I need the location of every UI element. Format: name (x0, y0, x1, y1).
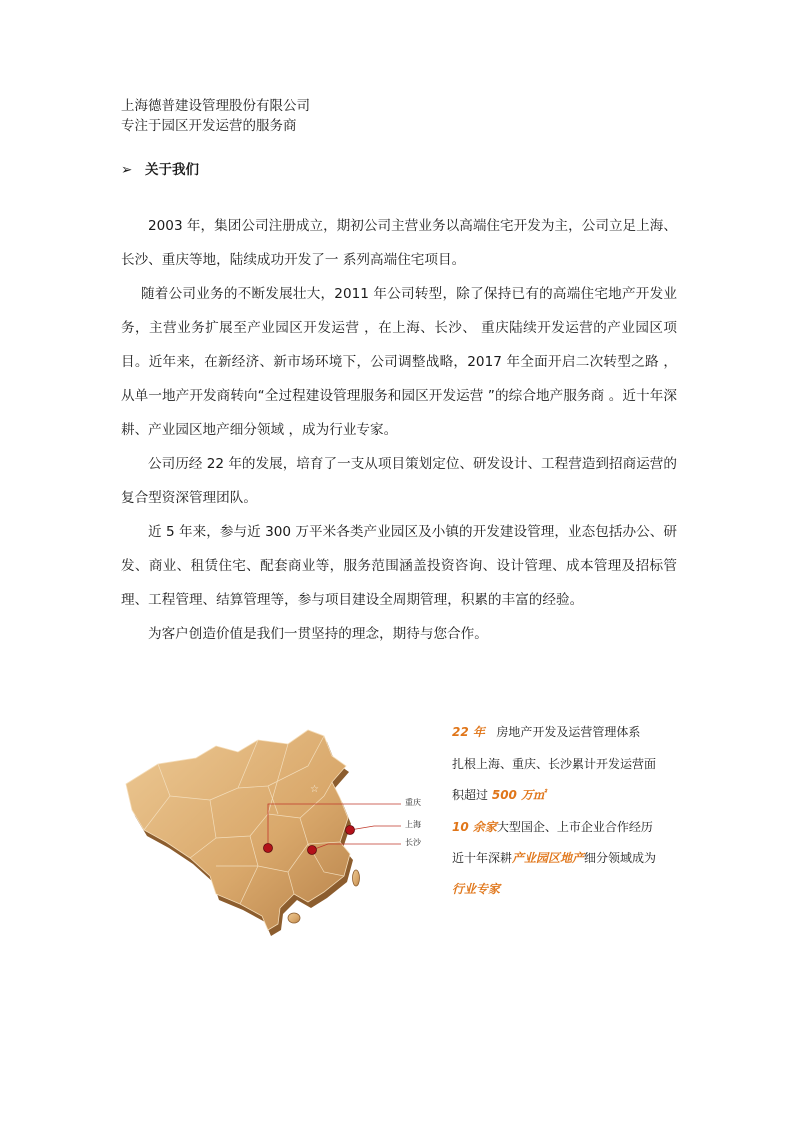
stat-focus-suffix: 细分领域成为 (584, 851, 657, 865)
paragraph-3: 公司历经 22 年的发展，培育了一支从项目策划定位、研发设计、工程营造到招商运营的复合型资深管理团队。 (121, 456, 677, 506)
body-text (121, 209, 677, 277)
stat-line-6 (452, 881, 500, 897)
stat-years-desc: 房地产开发及运营管理体系 (496, 725, 641, 739)
section-heading (121, 160, 199, 180)
body-text-3 (121, 447, 677, 515)
china-map-graphic (118, 726, 438, 936)
city-label-shanghai: 上海 (405, 820, 421, 829)
paragraph-5: 为客户创造价值是我们一贯坚持的理念，期待与您合作。 (148, 626, 488, 642)
company-tagline: 专注于园区开发运营的服务商 (121, 118, 297, 134)
stat-years: 22 年 (452, 725, 485, 739)
stat-line-4 (452, 819, 653, 835)
stat-area-label: 积超过 (452, 788, 489, 802)
leader-line-shanghai (350, 826, 401, 830)
stat-line-2: 扎根上海、重庆、长沙累计开发运营面 (452, 757, 657, 771)
city-label-changsha: 长沙 (405, 838, 421, 847)
stat-line-3 (452, 787, 545, 803)
stat-partners-desc: 大型国企、上市企业合作经历 (496, 820, 653, 834)
pin-shanghai (346, 826, 355, 835)
stat-line-1 (452, 724, 640, 740)
body-text-5 (121, 617, 677, 651)
stat-focus-prefix: 近十年深耕 (452, 851, 513, 865)
company-name: 上海德普建设管理股份有限公司 (121, 98, 310, 114)
stat-expert: 行业专家 (452, 882, 501, 896)
paragraph-1: 2003 年，集团公司注册成立，期初公司主营业务以高端住宅开发为主，公司立足上海、长沙、重庆等地，陆续成功开发了一 系列高端住宅项目。 (121, 218, 677, 268)
pin-changsha (308, 846, 317, 855)
hainan-island (288, 913, 300, 923)
pin-chongqing (264, 844, 273, 853)
body-text-2 (121, 277, 677, 447)
section-title: 关于我们 (145, 162, 199, 178)
bullet-arrow-icon: ➢ (121, 162, 133, 178)
stat-line-5 (452, 850, 656, 866)
china-map (118, 726, 438, 936)
stat-focus-field: 产业园区地产 (512, 851, 585, 865)
stat-partners: 10 余家 (452, 820, 497, 834)
taiwan-island (353, 870, 360, 886)
body-text-4 (121, 515, 677, 617)
stat-area-value: 500 万㎡ (491, 788, 546, 802)
paragraph-4: 近 5 年来，参与近 300 万平米各类产业园区及小镇的开发建设管理，业态包括办公、研发、商业、租赁住宅、配套商业等，服务范围涵盖投资咨询、设计管理、成本管理及招标管理、工程管理、结算管理等，参与项目建设全周期管理，积累的丰富的经验。 (121, 524, 677, 608)
capital-star-icon: ☆ (310, 784, 319, 795)
city-label-chongqing: 重庆 (405, 798, 421, 807)
paragraph-2: 随着公司业务的不断发展壮大，2011 年公司转型，除了保持已有的高端住宅地产开发业务，主营业务扩展至产业园区开发运营 ，在上海、长沙、 重庆陆续开发运营的产业园区项目。近年来，在新经济、新市场环境下，公司调整战略，2017 年全面开启二次转型之路 ，从单一地产开发商转向“全过程建设管理服务和园区开发运营 ”的综合地产服务商 。近十年深耕、产业园区地产细分领域 ，成为行业专家。 (121, 286, 677, 438)
